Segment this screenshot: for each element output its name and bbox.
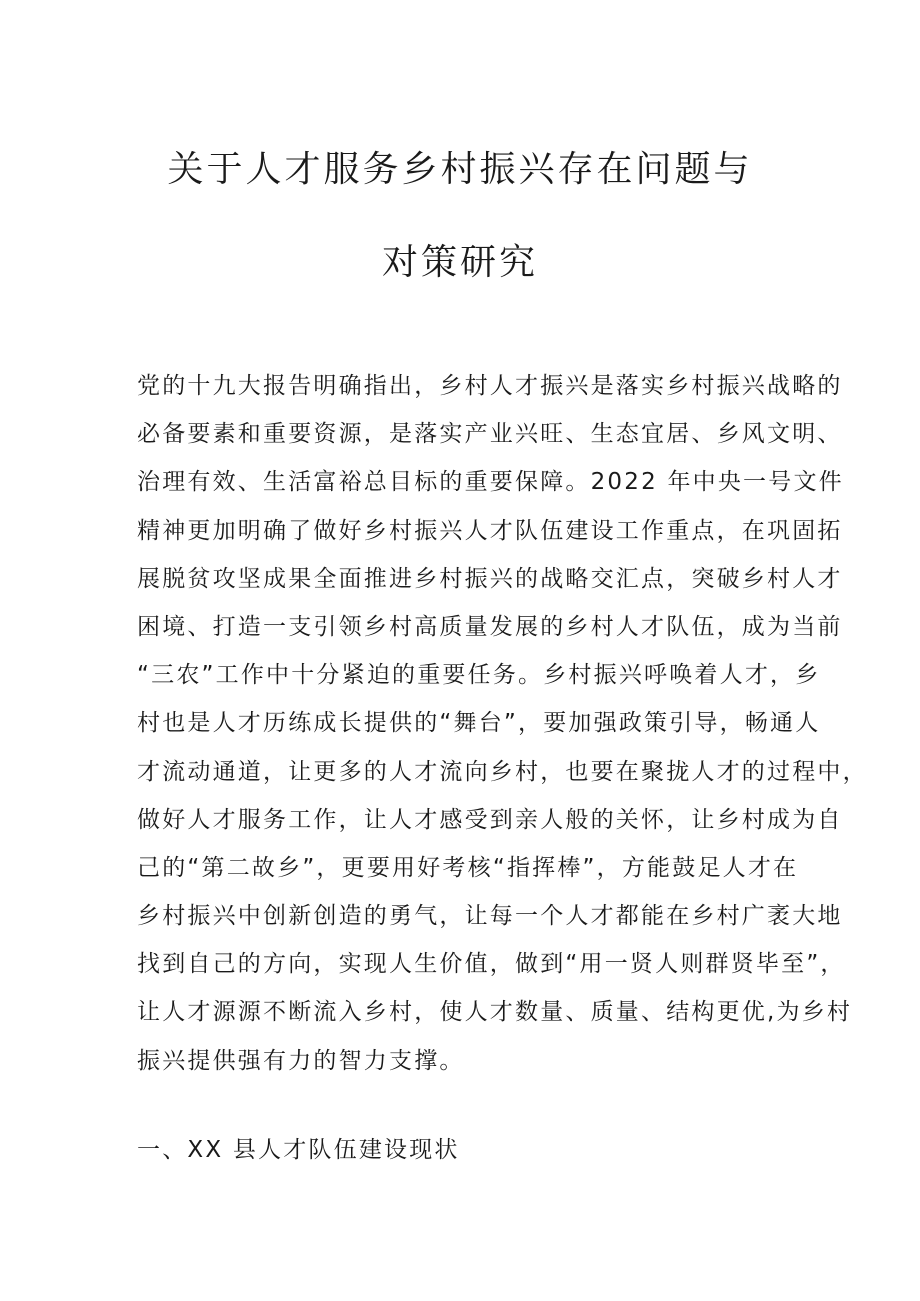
paragraph-line: 振兴提供强有力的智力支撑。 xyxy=(137,1047,465,1074)
paragraph-line: 村也是人才历练成长提供的“舞台”，要加强政策引导，畅通人 xyxy=(137,710,821,737)
paragraph-line: 困境、打造一支引领乡村高质量发展的乡村人才队伍，成为当前 xyxy=(137,613,843,640)
paragraph-line: 必备要素和重要资源，是落实产业兴旺、生态宜居、乡风文明、 xyxy=(137,421,843,448)
paragraph-line: “三农”工作中十分紧迫的重要任务。乡村振兴呼唤着人才，乡 xyxy=(137,662,821,689)
document-title-line-2: 对策研究 xyxy=(381,242,538,283)
section-heading: 一、XX 县人才队伍建设现状 xyxy=(137,1137,460,1163)
paragraph-line: 让人才源源不断流入乡村，使人才数量、质量、结构更优,为乡村 xyxy=(137,999,853,1026)
paragraph-line: 做好人才服务工作，让人才感受到亲人般的关怀，让乡村成为自 xyxy=(137,806,843,833)
paragraph-line: 己的“第二故乡”，更要用好考核“指挥棒”，方能鼓足人才在 xyxy=(137,854,799,881)
document-title-line-1: 关于人才服务乡村振兴存在问题与 xyxy=(167,149,753,190)
paragraph-line: 乡村振兴中创新创造的勇气，让每一个人才都能在乡村广袤大地 xyxy=(137,903,843,930)
intro-paragraph xyxy=(137,362,868,1085)
paragraph-line: 才流动通道，让更多的人才流向乡村，也要在聚拢人才的过程中， xyxy=(137,758,868,785)
paragraph-line: 精神更加明确了做好乡村振兴人才队伍建设工作重点，在巩固拓 xyxy=(137,517,843,544)
paragraph-line: 找到自己的方向，实现人生价值，做到“用一贤人则群贤毕至”， xyxy=(137,951,846,978)
paragraph-line: 党的十九大报告明确指出，乡村人才振兴是落实乡村振兴战略的 xyxy=(137,373,843,399)
paragraph-line: 展脱贫攻坚成果全面推进乡村振兴的战略交汇点，突破乡村人才 xyxy=(137,565,843,592)
paragraph-line: 治理有效、生活富裕总目标的重要保障。2022 年中央一号文件 xyxy=(137,469,844,496)
